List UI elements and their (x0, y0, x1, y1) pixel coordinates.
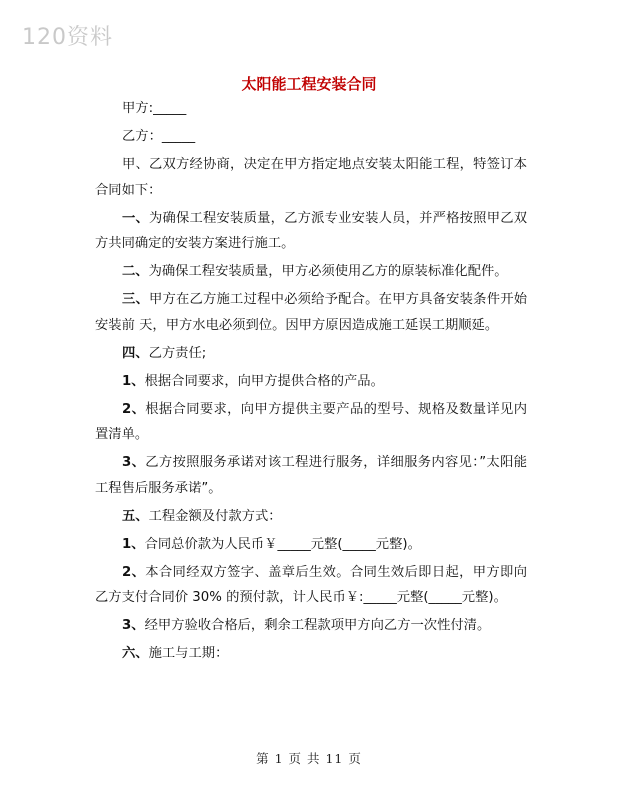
clause-text: 乙方责任; (148, 345, 207, 361)
clause-number: 五、 (122, 508, 149, 524)
clause-5-1 (95, 532, 527, 558)
clause-number: 1、 (122, 373, 145, 389)
clause-text: 为确保工程安装质量，乙方派专业安装人员，并严格按照甲乙双方共同确定的安装方案进行施工。 (95, 210, 528, 252)
clause-6 (95, 641, 527, 667)
clause-text: 施工与工期： (148, 646, 229, 662)
clause-text: 合同总价款为人民币￥_____元整(_____元整)。 (144, 536, 421, 552)
clause-text: 甲方在乙方施工过程中必须给予配合。在甲方具备安装条件开始安装前 天，甲方水电必须到位。因甲方原因造成施工延误工期顺延。 (95, 292, 528, 333)
clause-text: 根据合同要求，向甲方提供主要产品的型号、规格及数量详见内置清单。 (95, 401, 527, 443)
clause-number: 2、 (122, 401, 146, 417)
clause-text: 根据合同要求，向甲方提供合格的产品。 (144, 373, 384, 389)
clause-number: 一、 (122, 210, 150, 226)
clause-text: 工程金额及付款方式： (148, 508, 282, 524)
clause-4-3 (95, 450, 527, 501)
clause-5-3 (95, 613, 527, 639)
clause-5 (95, 504, 527, 530)
clause-5-2 (95, 560, 527, 611)
clause-3 (95, 287, 527, 338)
clause-text: 乙方按照服务承诺对该工程进行服务，详细服务内容见：”太阳能工程售后服务承诺”。 (95, 455, 527, 496)
clause-number: 二、 (122, 264, 149, 280)
clause-2 (95, 259, 527, 285)
clause-4-2 (95, 397, 527, 448)
clause-4 (95, 341, 527, 367)
clause-number: 四、 (122, 345, 149, 361)
clause-text: 本合同经双方签字、盖章后生效。合同生效后即日起，甲方即向乙方支付合同价 30% 的预付款，计人民币￥:_____元整(_____元整)。 (95, 564, 527, 606)
clause-number: 2、 (122, 564, 146, 580)
clause-number: 3、 (122, 618, 145, 634)
document-title: 太阳能工程安装合同 (241, 75, 377, 93)
clause-1 (95, 206, 527, 257)
clause-text: 甲、乙双方经协商，决定在甲方指定地点安装太阳能工程，特签订本合同如下： (95, 156, 527, 198)
page-footer: 第 1 页 共 11 页 (256, 751, 362, 766)
document-body (95, 96, 527, 669)
clause-number: 三、 (122, 292, 150, 308)
watermark: 120资料 (22, 25, 113, 50)
clause-number: 1、 (122, 536, 145, 552)
clause-number: 3、 (122, 455, 146, 471)
clause-text: 为确保工程安装质量，甲方必须使用乙方的原装标准化配件。 (148, 264, 508, 280)
party-a-line: 甲方:_____ (122, 101, 187, 116)
paragraph-intro (95, 152, 527, 203)
clause-text: 经甲方验收合格后，剩余工程款项甲方向乙方一次性付清。 (144, 618, 491, 634)
clause-number: 六、 (122, 646, 149, 662)
party-b-line: 乙方：_____ (122, 128, 196, 144)
clause-4-1 (95, 369, 527, 395)
